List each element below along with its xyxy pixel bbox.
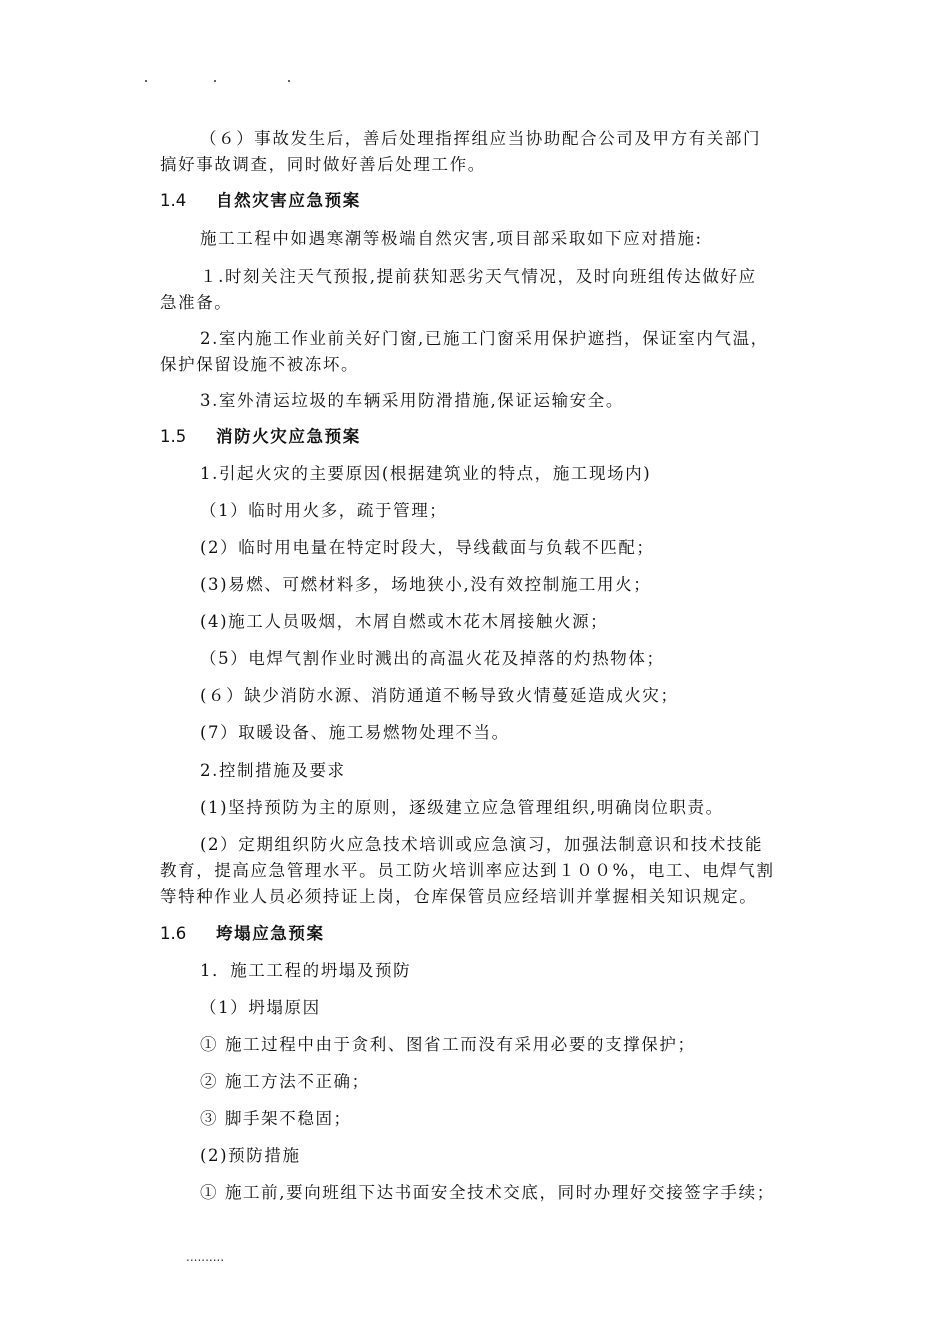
- header-dot: [214, 80, 216, 82]
- paragraph-line: ③ 脚手架不稳固；: [200, 1109, 352, 1128]
- paragraph-line: 搞好事故调查，同时做好善后处理工作。: [160, 155, 486, 174]
- section-number: 1.4: [160, 191, 187, 210]
- paragraph-line: 2.室内施工作业前关好门窗,已施工门窗采用保护遮挡，保证室内气温，: [200, 329, 769, 348]
- header-dot: [288, 80, 290, 82]
- paragraph-line: (2）临时用电量在特定时段大，导线截面与负载不匹配；: [200, 538, 655, 557]
- section-number: 1.6: [160, 924, 187, 943]
- paragraph-line: (2)预防措施: [200, 1146, 301, 1165]
- paragraph-line: (4)施工人员吸烟，木屑自燃或木花木屑接触火源；: [200, 612, 609, 631]
- paragraph-line: 等特种作业人员必须持证上岗，仓库保管员应经培训并掌握相关知识规定。: [160, 887, 758, 906]
- paragraph-line: ② 施工方法不正确；: [200, 1072, 370, 1091]
- footer-dots: ..........: [186, 1250, 225, 1264]
- section-heading: [160, 426, 810, 448]
- section-title: 自然灾害应急预案: [216, 191, 361, 210]
- paragraph-line: 1．施工工程的坍塌及预防: [200, 961, 412, 980]
- section-title: 垮塌应急预案: [216, 924, 325, 943]
- paragraph-line: (2）定期组织防火应急技术培训或应急演习，加强法制意识和技术技能: [200, 835, 764, 854]
- section-heading: [160, 923, 810, 945]
- paragraph-line: 急准备。: [160, 293, 233, 312]
- paragraph-line: (3)易燃、可燃材料多，场地狭小,没有效控制施工用火；: [200, 575, 652, 594]
- paragraph-line: （1）坍塌原因: [200, 998, 321, 1017]
- paragraph-line: 施工工程中如遇寒潮等极端自然灾害,项目部采取如下应对措施:: [200, 229, 703, 248]
- paragraph-line: （1）临时用火多，疏于管理；: [200, 501, 448, 520]
- section-number: 1.5: [160, 427, 187, 446]
- paragraph-line: 3.室外清运垃圾的车辆采用防滑措施,保证运输安全。: [200, 391, 624, 410]
- paragraph-line: 教育，提高应急管理水平。员工防火培训率应达到１００%，电工、电焊气割: [160, 861, 775, 880]
- section-heading: [160, 190, 810, 212]
- paragraph-line: (7）取暖设备、施工易燃物处理不当。: [200, 723, 510, 742]
- section-title: 消防火灾应急预案: [216, 427, 361, 446]
- paragraph-line: （5）电焊气割作业时溅出的高温火花及掉落的灼热物体；: [200, 649, 665, 668]
- paragraph-line: ① 施工前,要向班组下达书面安全技术交底，同时办理好交接签字手续；: [200, 1183, 775, 1202]
- paragraph-line: 1.引起火灾的主要原因(根据建筑业的特点，施工现场内): [200, 464, 652, 483]
- paragraph-line: （６）事故发生后，善后处理指挥组应当协助配合公司及甲方有关部门: [200, 129, 762, 148]
- header-dot: [145, 80, 147, 82]
- paragraph-line: 2.控制措施及要求: [200, 761, 346, 780]
- paragraph-line: ① 施工过程中由于贪利、图省工而没有采用必要的支撑保护；: [200, 1035, 696, 1054]
- paragraph-line: 保护保留设施不被冻坏。: [160, 355, 360, 374]
- header-dots: [138, 68, 308, 88]
- paragraph-line: １.时刻关注天气预报,提前获知恶劣天气情况，及时向班组传达做好应: [200, 267, 757, 286]
- paragraph-line: (1)坚持预防为主的原则，逐级建立应急管理组织,明确岗位职责。: [200, 798, 724, 817]
- paragraph-line: (６）缺少消防水源、消防通道不畅导致火情蔓延造成火灾；: [200, 686, 679, 705]
